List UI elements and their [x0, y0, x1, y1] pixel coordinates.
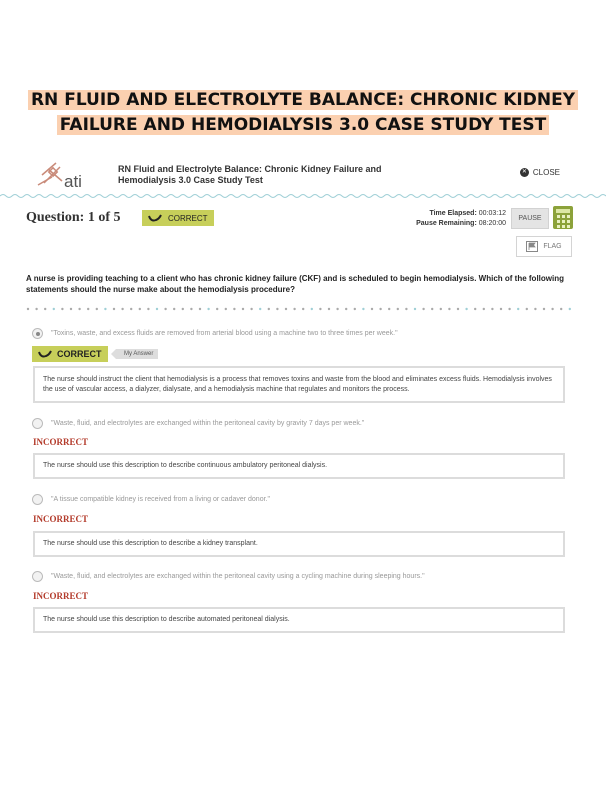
feedback-text: The nurse should use this description to describe automated peritoneal dialysis. — [43, 616, 290, 623]
timer-panel — [400, 209, 506, 229]
answer-option-text: "Waste, fluid, and electrolytes are exchanged within the peritoneal cavity using a cycling machine during sleeping hours." — [51, 573, 425, 580]
result-incorrect-label: INCORRECT — [33, 591, 89, 601]
answer-option-4[interactable] — [32, 571, 425, 582]
feedback-text: The nurse should instruct the client that hemodialysis is a process that removes toxins and waste from the blood and eliminates excess fluids. Hemodialysis involves the use of vascular access, a dialyzer, dialysate, and a hemodialysis machine that regulates and monitors the process. — [43, 375, 552, 393]
question-text: A nurse is providing teaching to a client who has chronic kidney failure (CKF) and is scheduled to begin hemodialysis. Which of the following statements should the nurse make about the hemodialysis procedure? — [26, 274, 564, 294]
pause-remaining-label: Pause Remaining: — [416, 220, 477, 227]
radio-icon[interactable] — [32, 494, 43, 505]
flag-label: FLAG — [543, 243, 562, 250]
close-label: CLOSE — [532, 168, 560, 177]
dotted-divider — [26, 306, 574, 312]
radio-icon[interactable] — [32, 571, 43, 582]
answer-option-text: "Toxins, waste, and excess fluids are removed from arterial blood using a machine two to three times per week." — [51, 330, 398, 337]
header-title: RN Fluid and Electrolyte Balance: Chronic Kidney Failure and Hemodialysis 3.0 Case Study Test — [118, 164, 382, 185]
answer-option-text: "Waste, fluid, and electrolytes are exchanged within the peritoneal cavity by gravity 7 days per week." — [51, 420, 365, 427]
correct-badge-label: CORRECT — [168, 213, 208, 223]
flag-icon — [526, 241, 538, 252]
question-counter: Question: 1 of 5 — [26, 210, 121, 225]
time-elapsed-value: 00:03:12 — [478, 210, 506, 217]
feedback-box — [33, 366, 565, 403]
answer-option-text: "A tissue compatible kidney is received from a living or cadaver donor." — [51, 496, 270, 503]
calculator-icon[interactable] — [553, 206, 573, 229]
my-answer-tag: My Answer — [116, 349, 158, 359]
pause-remaining-value: 08:20:00 — [478, 220, 506, 227]
feedback-box — [33, 531, 565, 557]
checkmark-swoosh-icon — [148, 214, 162, 222]
result-correct-badge — [32, 346, 108, 362]
app-header — [26, 157, 576, 197]
flag-button[interactable] — [516, 236, 572, 257]
pause-button[interactable]: PAUSE — [511, 208, 549, 229]
ati-logo-icon — [34, 157, 104, 193]
answer-option-2[interactable] — [32, 418, 364, 429]
feedback-text: The nurse should use this description to describe continuous ambulatory peritoneal dialysis. — [43, 462, 328, 469]
answer-option-3[interactable] — [32, 494, 270, 505]
radio-icon[interactable] — [32, 418, 43, 429]
result-incorrect-label: INCORRECT — [33, 514, 89, 524]
result-incorrect-label: INCORRECT — [33, 437, 89, 447]
answer-option-1[interactable] — [32, 328, 398, 339]
feedback-box — [33, 453, 565, 479]
time-elapsed-label: Time Elapsed: — [429, 210, 477, 217]
feedback-text: The nurse should use this description to describe a kidney transplant. — [43, 540, 258, 547]
correct-badge — [142, 210, 214, 226]
feedback-box — [33, 607, 565, 633]
svg-text:ati: ati — [64, 172, 82, 191]
close-button[interactable] — [520, 168, 560, 177]
radio-icon[interactable] — [32, 328, 43, 339]
document-title: RN FLUID AND ELECTROLYTE BALANCE: CHRONIC KIDNEY FAILURE AND HEMODIALYSIS 3.0 CASE STUDY TEST — [8, 88, 598, 138]
result-label: CORRECT — [57, 349, 102, 359]
checkmark-swoosh-icon — [38, 350, 52, 358]
close-icon: ✕ — [521, 169, 527, 175]
header-divider — [0, 193, 606, 199]
